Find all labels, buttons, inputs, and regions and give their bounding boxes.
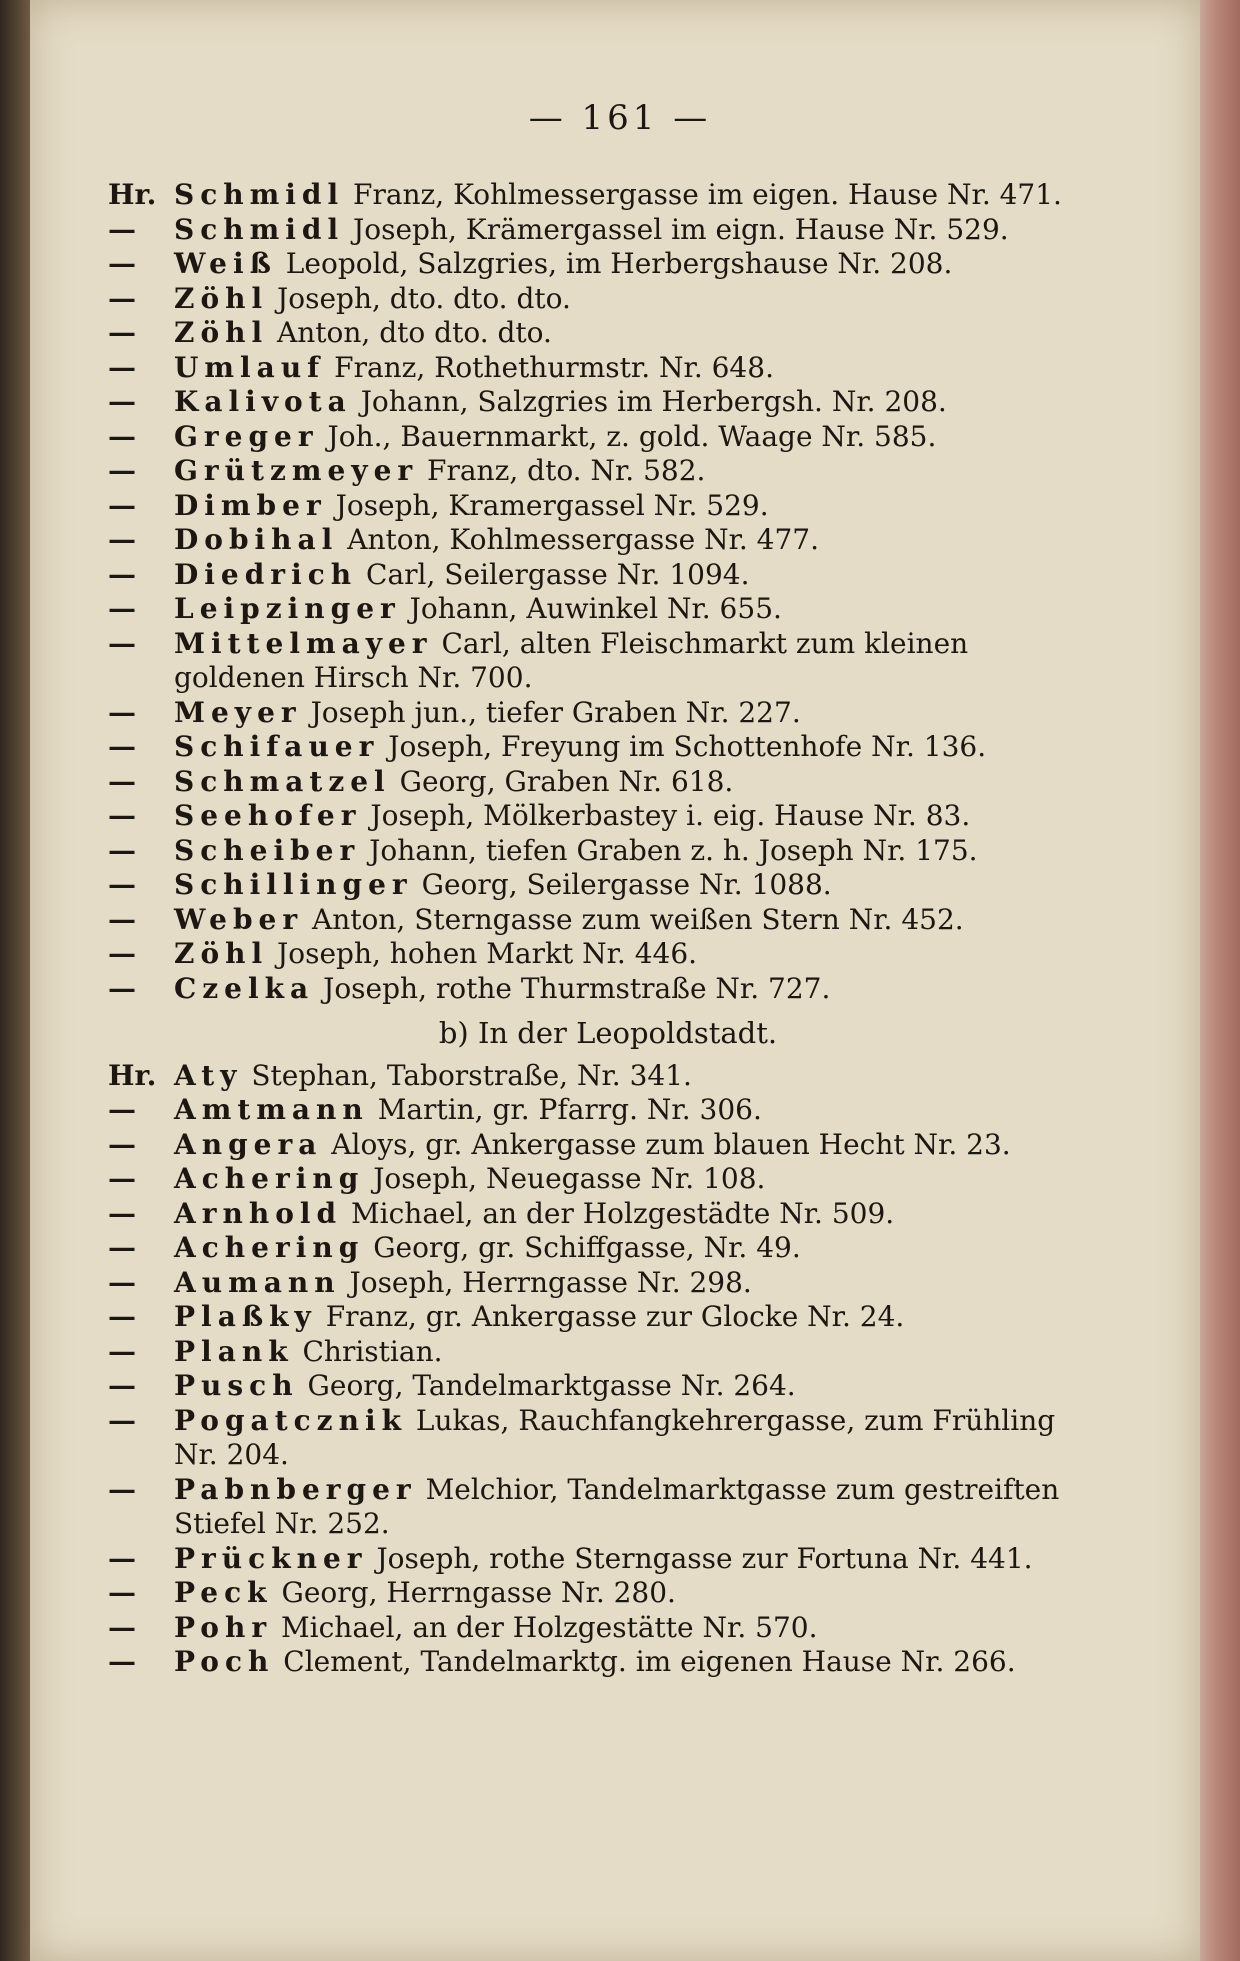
entry-prefix: — bbox=[108, 488, 136, 522]
entry-details: Michael, an der Holzgestätte Nr. 570. bbox=[281, 1610, 818, 1644]
entry-details: Joseph, hohen Markt Nr. 446. bbox=[277, 937, 698, 970]
entry-details: Joseph, Herrngasse Nr. 298. bbox=[349, 1265, 752, 1299]
list-item bbox=[108, 1369, 1068, 1404]
list-item bbox=[108, 592, 1068, 627]
entry-surname: Meyer bbox=[174, 695, 302, 729]
entry-prefix: — bbox=[108, 833, 136, 867]
entries-inner-city bbox=[108, 178, 1068, 1006]
entry-surname: Poch bbox=[174, 1645, 275, 1678]
entry-surname: Weiß bbox=[174, 247, 277, 280]
list-item bbox=[108, 454, 1068, 489]
entry-details: Anton, Kohlmessergasse Nr. 477. bbox=[347, 523, 820, 556]
list-item bbox=[108, 178, 1068, 213]
list-item bbox=[108, 1059, 1068, 1094]
entry-surname: Aty bbox=[174, 1058, 243, 1092]
entry-surname: Grützmeyer bbox=[174, 454, 419, 487]
entry-details: Melchior, Tandelmarktgasse zum gestreiften Stiefel Nr. 252. bbox=[174, 1472, 1060, 1540]
entry-prefix: — bbox=[108, 454, 136, 487]
list-item bbox=[108, 1231, 1068, 1266]
entry-prefix: — bbox=[108, 626, 136, 660]
entry-prefix: — bbox=[108, 695, 136, 729]
list-item bbox=[108, 627, 1068, 696]
entry-prefix: — bbox=[108, 592, 136, 625]
entry-surname: Achering bbox=[174, 1231, 365, 1264]
entry-surname: Leipzinger bbox=[174, 592, 401, 625]
entry-prefix: — bbox=[108, 385, 136, 418]
list-item bbox=[108, 868, 1068, 903]
list-item bbox=[108, 765, 1068, 800]
list-item bbox=[108, 799, 1068, 834]
list-item bbox=[108, 903, 1068, 938]
entry-surname: Scheiber bbox=[174, 833, 361, 867]
list-item bbox=[108, 1404, 1068, 1473]
list-item bbox=[108, 1335, 1068, 1370]
entry-prefix: — bbox=[108, 1300, 136, 1333]
entry-prefix: — bbox=[108, 281, 136, 315]
entry-surname: Zöhl bbox=[174, 316, 269, 349]
entry-prefix: — bbox=[108, 212, 136, 246]
entry-details: Joseph jun., tiefer Graben Nr. 227. bbox=[310, 695, 801, 729]
list-item bbox=[108, 489, 1068, 524]
entry-details: Johann, Salzgries im Herbergsh. Nr. 208. bbox=[360, 385, 947, 418]
entry-surname: Schillinger bbox=[174, 868, 413, 901]
list-item bbox=[108, 972, 1068, 1007]
page-number: — 161 — bbox=[528, 98, 712, 138]
entry-prefix: — bbox=[108, 1369, 136, 1402]
entry-details: Georg, Herrngasse Nr. 280. bbox=[281, 1576, 676, 1609]
entry-prefix: — bbox=[108, 1196, 136, 1230]
entry-details: Franz, gr. Ankergasse zur Glocke Nr. 24. bbox=[325, 1300, 905, 1333]
list-item bbox=[108, 937, 1068, 972]
entry-details: Clement, Tandelmarktg. im eigenen Hause Nr. 266. bbox=[283, 1645, 1016, 1678]
list-item bbox=[108, 385, 1068, 420]
entry-surname: Achering bbox=[174, 1162, 365, 1195]
entry-prefix: — bbox=[108, 1265, 136, 1299]
entries-leopoldstadt bbox=[108, 1059, 1068, 1680]
list-item bbox=[108, 834, 1068, 869]
entry-surname: Plank bbox=[174, 1334, 294, 1368]
entry-prefix: — bbox=[108, 1610, 136, 1644]
entry-details: Johann, tiefen Graben z. h. Joseph Nr. 175. bbox=[369, 833, 978, 867]
list-item bbox=[108, 696, 1068, 731]
entry-surname: Schmidl bbox=[174, 178, 345, 211]
entry-surname: Amtmann bbox=[174, 1093, 369, 1126]
entry-details: Joseph, Freyung im Schottenhofe Nr. 136. bbox=[388, 730, 987, 763]
entry-surname: Pohr bbox=[174, 1610, 273, 1644]
entry-prefix: — bbox=[108, 902, 136, 936]
entry-prefix: — bbox=[108, 350, 136, 384]
entry-prefix: — bbox=[108, 1231, 136, 1264]
entry-prefix: — bbox=[108, 1334, 136, 1368]
entry-prefix: — bbox=[108, 1403, 136, 1437]
entry-prefix: — bbox=[108, 868, 136, 901]
entry-details: Anton, Sterngasse zum weißen Stern Nr. 452. bbox=[312, 902, 964, 936]
list-item bbox=[108, 247, 1068, 282]
entry-details: Joseph, dto. dto. dto. bbox=[277, 281, 571, 315]
entry-prefix: — bbox=[108, 1127, 136, 1161]
entry-details: Joh., Bauernmarkt, z. gold. Waage Nr. 585. bbox=[327, 419, 937, 453]
entry-details: Georg, Graben Nr. 618. bbox=[399, 764, 734, 798]
entry-surname: Peck bbox=[174, 1576, 273, 1609]
entry-prefix: — bbox=[108, 937, 136, 970]
entry-prefix: — bbox=[108, 1162, 136, 1195]
list-item bbox=[108, 1266, 1068, 1301]
list-item bbox=[108, 1300, 1068, 1335]
entry-details: Franz, Kohlmessergasse im eigen. Hause Nr. 471. bbox=[353, 178, 1062, 211]
entry-surname: Czelka bbox=[174, 971, 315, 1005]
entry-details: Johann, Auwinkel Nr. 655. bbox=[409, 592, 782, 625]
entry-prefix: — bbox=[108, 1541, 136, 1575]
entry-details: Joseph, Kramergassel Nr. 529. bbox=[335, 488, 769, 522]
entry-details: Christian. bbox=[302, 1334, 443, 1368]
entry-details: Leopold, Salzgries, im Herbergshause Nr. 208. bbox=[285, 247, 953, 280]
entry-details: Carl, alten Fleischmarkt zum kleinen goldenen Hirsch Nr. 700. bbox=[174, 626, 969, 694]
entry-prefix: — bbox=[108, 1472, 136, 1506]
entry-surname: Diedrich bbox=[174, 557, 358, 591]
entry-surname: Dobihal bbox=[174, 523, 339, 556]
list-item bbox=[108, 316, 1068, 351]
list-item bbox=[108, 1197, 1068, 1232]
list-item bbox=[108, 282, 1068, 317]
entry-surname: Pusch bbox=[174, 1369, 299, 1402]
entry-details: Georg, Tandelmarktgasse Nr. 264. bbox=[307, 1369, 796, 1402]
entry-surname: Angera bbox=[174, 1127, 323, 1161]
entry-details: Georg, Seilergasse Nr. 1088. bbox=[421, 868, 832, 901]
list-item bbox=[108, 1542, 1068, 1577]
entry-surname: Schifauer bbox=[174, 730, 380, 763]
entry-prefix: — bbox=[108, 1645, 136, 1678]
entry-details: Joseph, Krämergassel im eign. Hause Nr. 529. bbox=[353, 212, 1009, 246]
entry-prefix: — bbox=[108, 419, 136, 453]
list-item bbox=[108, 1473, 1068, 1542]
entry-prefix: — bbox=[108, 557, 136, 591]
entry-details: Joseph, Mölkerbastey i. eig. Hause Nr. 83. bbox=[370, 799, 971, 832]
list-item bbox=[108, 1162, 1068, 1197]
entry-surname: Aumann bbox=[174, 1265, 341, 1299]
list-item bbox=[108, 1093, 1068, 1128]
entry-prefix: — bbox=[108, 971, 136, 1005]
list-item bbox=[108, 1576, 1068, 1611]
entry-details: Franz, Rothethurmstr. Nr. 648. bbox=[334, 350, 774, 384]
list-item bbox=[108, 1611, 1068, 1646]
entry-prefix: — bbox=[108, 523, 136, 556]
entry-details: Georg, gr. Schiffgasse, Nr. 49. bbox=[373, 1231, 801, 1264]
entry-details: Joseph, rothe Thurmstraße Nr. 727. bbox=[323, 971, 831, 1005]
entry-surname: Umlauf bbox=[174, 350, 326, 384]
book-spine bbox=[0, 0, 30, 1961]
entry-surname: Dimber bbox=[174, 488, 327, 522]
entry-prefix: — bbox=[108, 764, 136, 798]
entry-details: Stephan, Taborstraße, Nr. 341. bbox=[251, 1058, 692, 1092]
list-item bbox=[108, 213, 1068, 248]
entry-surname: Prückner bbox=[174, 1541, 368, 1575]
entry-surname: Mittelmayer bbox=[174, 626, 433, 660]
entry-prefix: — bbox=[108, 1093, 136, 1126]
entry-prefix: — bbox=[108, 799, 136, 832]
section-title: b) In der Leopoldstadt. bbox=[438, 1016, 778, 1050]
entry-details: Lukas, Rauchfangkehrergasse, zum Frühling Nr. 204. bbox=[174, 1403, 1056, 1471]
list-item bbox=[108, 558, 1068, 593]
entry-prefix: — bbox=[108, 247, 136, 280]
entry-prefix: — bbox=[108, 1576, 136, 1609]
entry-prefix: Hr. bbox=[108, 178, 157, 211]
entry-details: Carl, Seilergasse Nr. 1094. bbox=[366, 557, 750, 591]
entry-surname: Plaßky bbox=[174, 1300, 317, 1333]
page-edge bbox=[1200, 0, 1240, 1961]
directory-list bbox=[108, 178, 1068, 1680]
entry-surname: Zöhl bbox=[174, 281, 269, 315]
entry-surname: Kalivota bbox=[174, 385, 352, 418]
entry-surname: Arnhold bbox=[174, 1196, 343, 1230]
list-item bbox=[108, 351, 1068, 386]
entry-prefix: — bbox=[108, 730, 136, 763]
entry-surname: Seehofer bbox=[174, 799, 362, 832]
entry-surname: Pogatcznik bbox=[174, 1403, 407, 1437]
entry-details: Anton, dto dto. dto. bbox=[277, 316, 552, 349]
list-item bbox=[108, 1128, 1068, 1163]
entry-prefix: — bbox=[108, 316, 136, 349]
entry-details: Joseph, rothe Sterngasse zur Fortuna Nr. 441. bbox=[376, 1541, 1033, 1575]
list-item bbox=[108, 1645, 1068, 1680]
list-item bbox=[108, 730, 1068, 765]
entry-prefix: Hr. bbox=[108, 1058, 157, 1092]
entry-details: Aloys, gr. Ankergasse zum blauen Hecht Nr. 23. bbox=[331, 1127, 1011, 1161]
entry-surname: Zöhl bbox=[174, 937, 269, 970]
entry-details: Michael, an der Holzgestädte Nr. 509. bbox=[351, 1196, 895, 1230]
list-item bbox=[108, 523, 1068, 558]
entry-details: Joseph, Neuegasse Nr. 108. bbox=[373, 1162, 766, 1195]
list-item bbox=[108, 420, 1068, 455]
entry-surname: Greger bbox=[174, 419, 319, 453]
entry-surname: Schmidl bbox=[174, 212, 345, 246]
entry-surname: Pabnberger bbox=[174, 1472, 417, 1506]
entry-surname: Schmatzel bbox=[174, 764, 391, 798]
entry-details: Franz, dto. Nr. 582. bbox=[427, 454, 706, 487]
entry-details: Martin, gr. Pfarrg. Nr. 306. bbox=[377, 1093, 762, 1126]
entry-surname: Weber bbox=[174, 902, 304, 936]
